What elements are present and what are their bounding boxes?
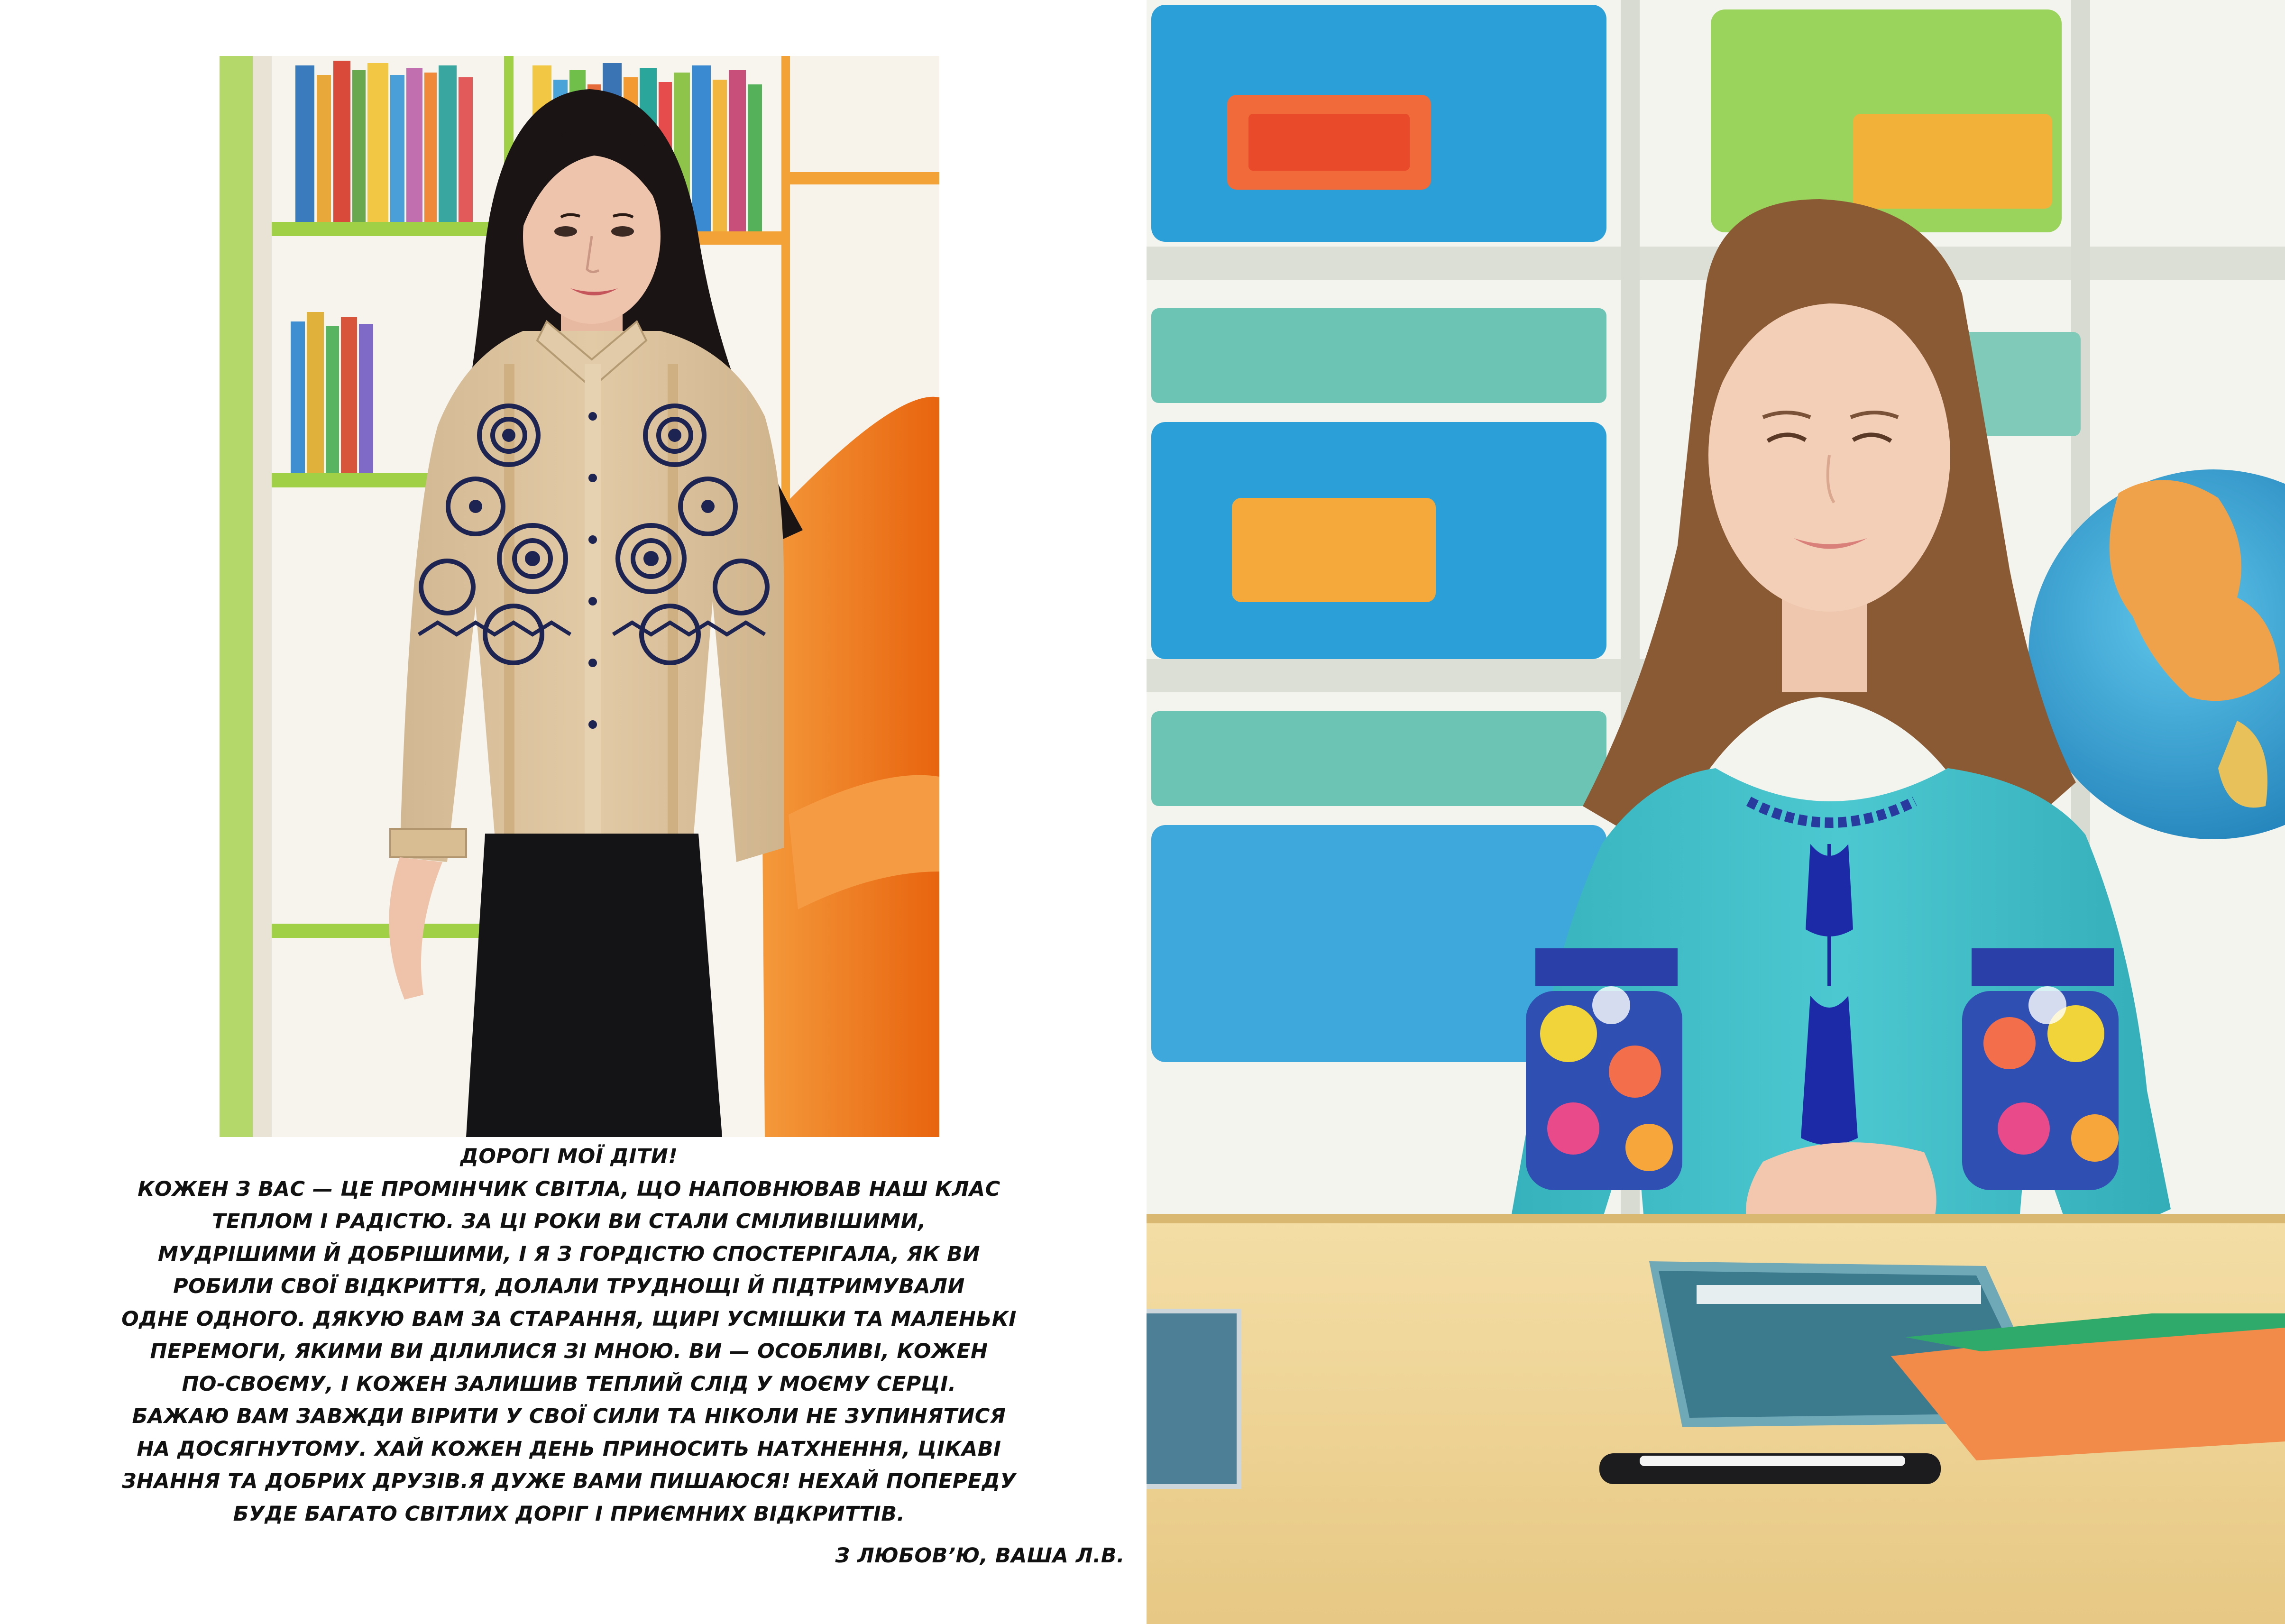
letter-line: ПО-СВОЄМУ, І КОЖЕН ЗАЛИШИВ ТЕПЛИЙ СЛІД У МОЄМУ СЕРЦІ.	[182, 1372, 956, 1396]
letter-line: НА ДОСЯГНУТОМУ. ХАЙ КОЖЕН ДЕНЬ ПРИНОСИТЬ НАТХНЕННЯ, ЦІКАВІ	[137, 1437, 1001, 1461]
teacher-photo-illustration	[220, 56, 939, 1137]
letter-line: КОЖЕН З ВАС — ЦЕ ПРОМІНЧИК СВІТЛА, ЩО НАПОВНЮВАВ НАШ КЛАС	[138, 1177, 1000, 1201]
letter-line: ЗНАННЯ ТА ДОБРИХ ДРУЗІВ.Я ДУЖЕ ВАМИ ПИШАЮСЯ! НЕХАЙ ПОПЕРЕДУ	[121, 1469, 1017, 1493]
teacher-photo	[220, 56, 939, 1137]
letter-greeting: ДОРОГІ МОЇ ДІТИ!	[460, 1145, 678, 1168]
letter-line: ПЕРЕМОГИ, ЯКИМИ ВИ ДІЛИЛИСЯ ЗІ МНОЮ. ВИ — ОСОБЛИВІ, КОЖЕН	[150, 1340, 988, 1363]
letter-line: ТЕПЛОМ І РАДІСТЮ. ЗА ЦІ РОКИ ВИ СТАЛИ СМІЛИВІШИМИ,	[212, 1210, 926, 1233]
letter-line: БУДЕ БАГАТО СВІТЛИХ ДОРІГ І ПРИЄМНИХ ВІДКРИТТІВ.	[233, 1502, 905, 1526]
letter-line: РОБИЛИ СВОЇ ВІДКРИТТЯ, ДОЛАЛИ ТРУДНОЩІ Й ПІДТРИМУВАЛИ	[173, 1275, 965, 1298]
student-photo-illustration	[1147, 0, 2285, 1624]
letter-line: МУДРІШИМИ Й ДОБРІШИМИ, І Я З ГОРДІСТЮ СПОСТЕРІГАЛА, ЯК ВИ	[158, 1242, 980, 1266]
student-photo	[1147, 0, 2285, 1624]
letter-text	[71, 1140, 1067, 1530]
letter-line: ОДНЕ ОДНОГО. ДЯКУЮ ВАМ ЗА СТАРАННЯ, ЩИРІ УСМІШКИ ТА МАЛЕНЬКІ	[121, 1307, 1017, 1331]
letter-line: БАЖАЮ ВАМ ЗАВЖДИ ВІРИТИ У СВОЇ СИЛИ ТА НІКОЛИ НЕ ЗУПИНЯТИСЯ	[132, 1404, 1006, 1428]
letter-signature: З ЛЮБОВ’Ю, ВАША Л.В.	[835, 1544, 1125, 1568]
